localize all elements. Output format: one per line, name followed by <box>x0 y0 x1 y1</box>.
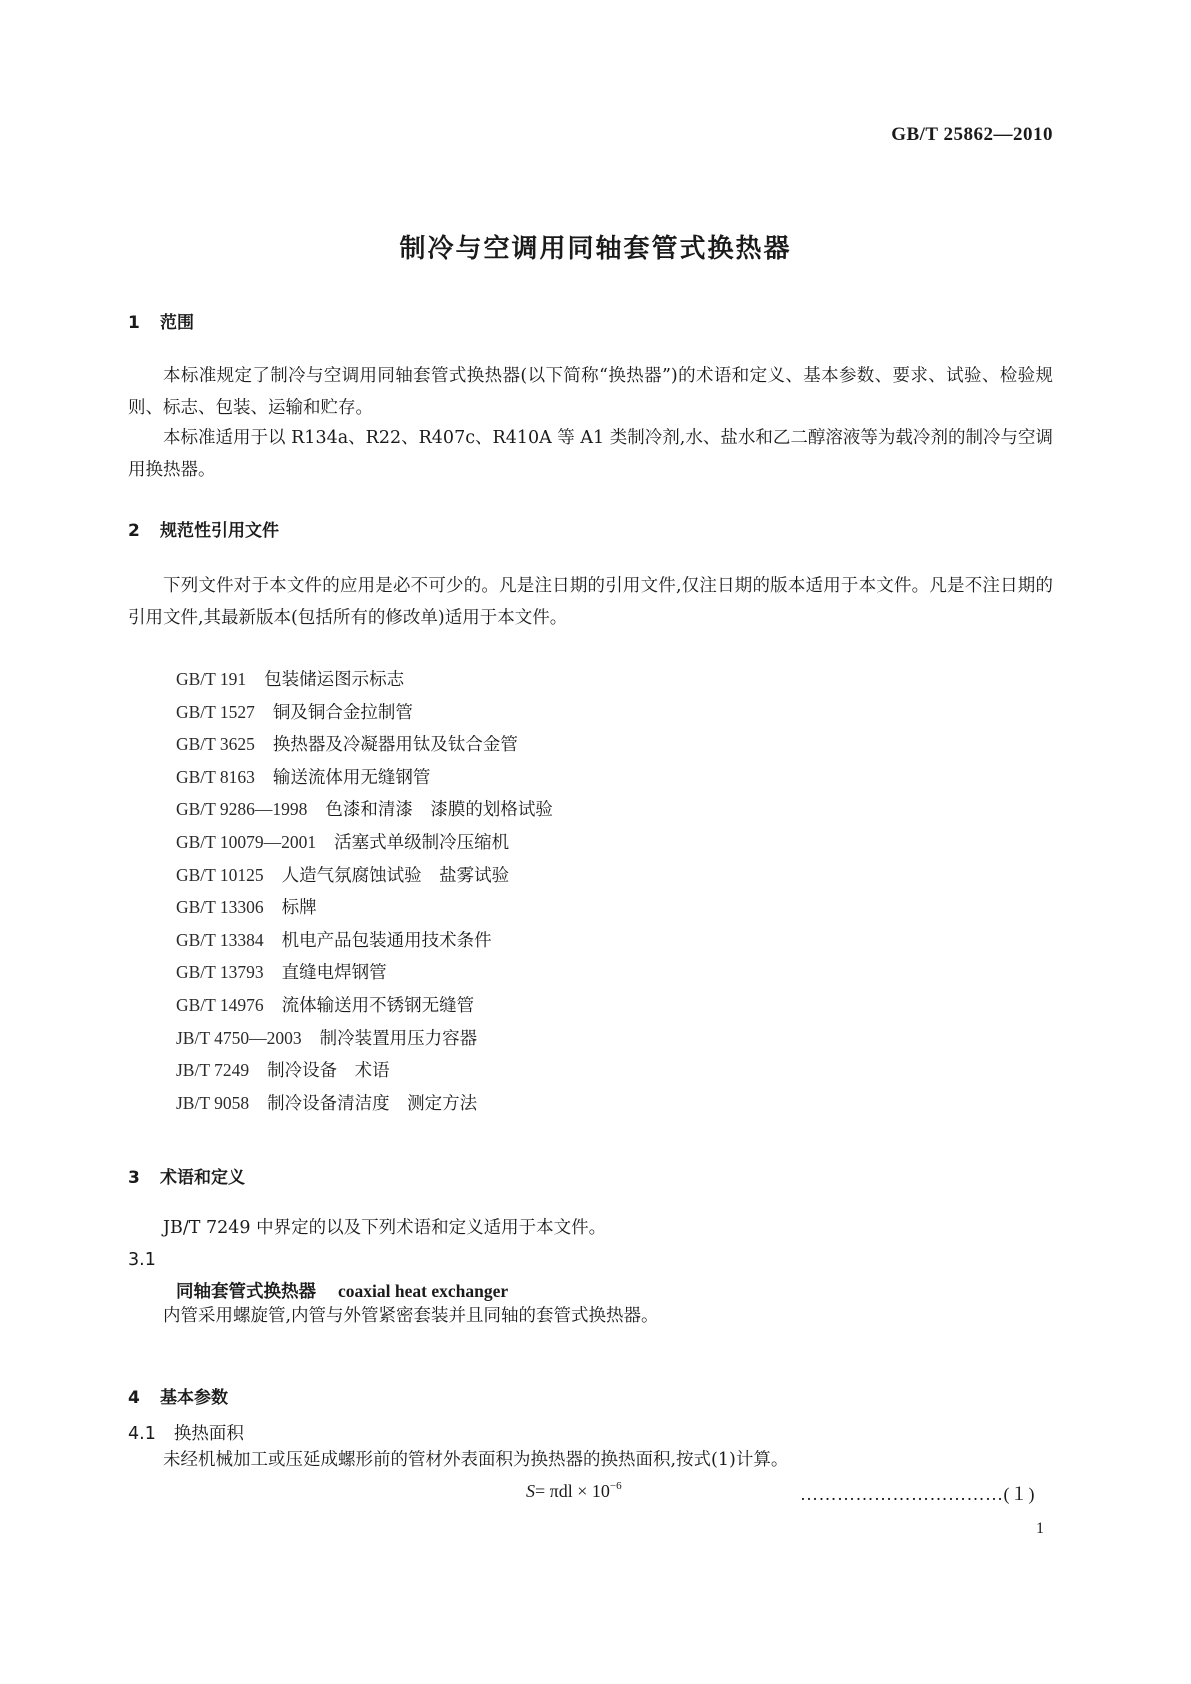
term-english: coaxial heat exchanger <box>338 1281 509 1301</box>
section-title: 术语和定义 <box>160 1168 245 1188</box>
section-title: 基本参数 <box>160 1388 228 1408</box>
reference-code: GB/T 3625 <box>176 734 255 755</box>
section-title: 规范性引用文件 <box>160 521 279 541</box>
reference-code: GB/T 10079—2001 <box>176 831 317 852</box>
reference-item <box>176 862 553 895</box>
section-heading-terms <box>128 1163 245 1188</box>
reference-title: 铜及铜合金拉制管 <box>272 702 413 723</box>
reference-title: 流体输送用不锈钢无缝管 <box>281 995 475 1016</box>
reference-item <box>176 959 553 992</box>
standard-code: GB/T 25862—2010 <box>891 124 1053 145</box>
references-intro-paragraph: 下列文件对于本文件的应用是必不可少的。凡是注日期的引用文件,仅注日期的版本适用于本文件。凡是不注日期的引用文件,其最新版本(包括所有的修改单)适用于本文件。 <box>128 576 1053 628</box>
reference-item <box>176 666 553 699</box>
formula-lhs: S <box>526 1481 535 1501</box>
reference-code: GB/T 14976 <box>176 994 264 1015</box>
section-heading-scope <box>128 308 194 333</box>
reference-title: 机电产品包装通用技术条件 <box>281 930 492 951</box>
formula-rhs: = πdl × 10 <box>535 1481 610 1501</box>
scope-paragraph-1: 本标准规定了制冷与空调用同轴套管式换热器(以下简称“换热器”)的术语和定义、基本参数、要求、试验、检验规则、标志、包装、运输和贮存。 <box>128 366 1053 418</box>
reference-code: GB/T 9286—1998 <box>176 799 308 820</box>
term-chinese: 同轴套管式换热器 <box>176 1282 316 1302</box>
reference-title: 色漆和清漆 漆膜的划格试验 <box>325 800 553 821</box>
section-heading-normative-references <box>128 516 279 541</box>
section-heading-basic-parameters <box>128 1383 228 1408</box>
formula <box>526 1480 622 1502</box>
reference-item <box>176 796 553 829</box>
reference-code: GB/T 191 <box>176 669 247 689</box>
reference-code: GB/T 1527 <box>176 701 255 722</box>
reference-title: 输送流体用无缝钢管 <box>272 767 431 788</box>
reference-list <box>176 666 553 1122</box>
section-number: 4 <box>128 1388 140 1408</box>
reference-code: JB/T 9058 <box>176 1092 250 1113</box>
reference-item <box>176 1025 553 1058</box>
reference-item <box>176 894 553 927</box>
term-definition: 内管采用螺旋管,内管与外管紧密套装并且同轴的套管式换热器。 <box>163 1306 659 1326</box>
section-number: 3 <box>128 1168 140 1188</box>
reference-title: 制冷设备 术语 <box>267 1061 390 1082</box>
reference-title: 制冷装置用压力容器 <box>319 1028 478 1049</box>
formula-exponent: −6 <box>609 1480 622 1492</box>
section-number: 1 <box>128 313 140 333</box>
section-title: 范围 <box>160 313 194 333</box>
reference-code: GB/T 13793 <box>176 962 264 983</box>
reference-code: JB/T 7249 <box>176 1060 250 1081</box>
reference-item <box>176 992 553 1025</box>
reference-item <box>176 731 553 764</box>
reference-code: GB/T 10125 <box>176 864 264 885</box>
reference-item <box>176 699 553 732</box>
reference-title: 换热器及冷凝器用钛及钛合金管 <box>272 735 518 756</box>
reference-item <box>176 764 553 797</box>
subsection-heading <box>128 1420 244 1445</box>
reference-code: GB/T 8163 <box>176 766 255 787</box>
page-number: 1 <box>1036 1520 1044 1537</box>
reference-item <box>176 1057 553 1090</box>
reference-title: 标牌 <box>281 898 317 919</box>
reference-title: 直缝电焊钢管 <box>281 963 387 984</box>
reference-title: 包装储运图示标志 <box>264 670 405 690</box>
reference-code: GB/T 13384 <box>176 929 264 950</box>
reference-title: 活塞式单级制冷压缩机 <box>334 832 510 853</box>
term-number: 3.1 <box>128 1250 156 1270</box>
subsection-title: 换热面积 <box>173 1424 244 1444</box>
area-paragraph: 未经机械加工或压延成螺形前的管材外表面积为换热器的换热面积,按式(1)计算。 <box>163 1450 789 1470</box>
reference-title: 制冷设备清洁度 测定方法 <box>267 1093 478 1114</box>
document-title: 制冷与空调用同轴套管式换热器 <box>399 234 792 264</box>
scope-paragraph-2: 本标准适用于以 R134a、R22、R407c、R410A 等 A1 类制冷剂,水、盐水和乙二醇溶液等为载冷剂的制冷与空调用换热器。 <box>128 428 1053 480</box>
reference-item <box>176 829 553 862</box>
equation-number: ……………………………(１) <box>800 1484 1035 1504</box>
reference-title: 人造气氛腐蚀试验 盐雾试验 <box>281 865 510 886</box>
section-number: 2 <box>128 521 140 541</box>
reference-item <box>176 1090 553 1123</box>
subsection-number: 4.1 <box>128 1424 156 1444</box>
reference-item <box>176 927 553 960</box>
reference-code: JB/T 4750—2003 <box>176 1027 302 1048</box>
terms-intro-paragraph: JB/T 7249 中界定的以及下列术语和定义适用于本文件。 <box>163 1218 607 1238</box>
reference-code: GB/T 13306 <box>176 897 264 918</box>
